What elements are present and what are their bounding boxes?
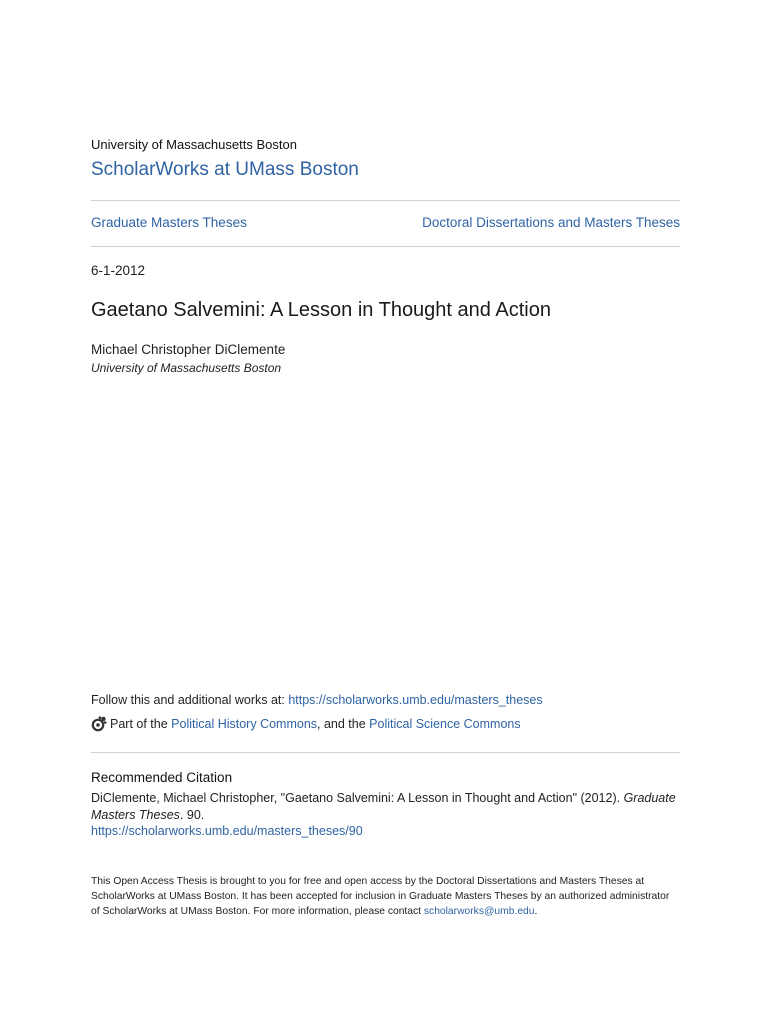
institution-name: University of Massachusetts Boston	[91, 137, 297, 152]
author-affiliation: University of Massachusetts Boston	[91, 361, 282, 375]
follow-line	[91, 693, 543, 707]
citation-text: DiClemente, Michael Christopher, "Gaetano Salvemini: A Lesson in Thought and Action" (2012).	[91, 791, 624, 805]
notice-end: .	[534, 906, 538, 917]
collection-link-doctoral-dissertations[interactable]: Doctoral Dissertations and Masters Theses	[422, 215, 680, 230]
citation-number: . 90.	[179, 807, 205, 822]
repository-link[interactable]: ScholarWorks at UMass Boston	[91, 159, 359, 180]
publication-date: 6-1-2012	[91, 263, 146, 278]
follow-text: Follow this and additional works at:	[91, 693, 289, 707]
author-name: Michael Christopher DiClemente	[91, 342, 286, 357]
recommended-citation-heading: Recommended Citation	[91, 770, 233, 785]
citation-divider	[91, 752, 680, 753]
collections-divider	[91, 246, 680, 247]
part-of-middle: , and the	[317, 717, 370, 731]
contact-email-link[interactable]: scholarworks@umb.edu	[423, 906, 535, 917]
notice-text: This Open Access Thesis is brought to you for free and open access by the Doctoral Dissertations and Masters Theses at ScholarWorks at UMass Boston. It has been accepted for inclusion in Graduate Masters Theses by an authorized administrator of ScholarWorks at UMass Boston. For more information, please contact	[91, 876, 670, 917]
political-science-commons-link[interactable]: Political Science Commons	[369, 717, 521, 731]
citation-series: Graduate Masters Theses	[91, 791, 676, 822]
follow-url-link[interactable]: https://scholarworks.umb.edu/masters_theses	[288, 693, 543, 707]
citation-block	[91, 790, 680, 840]
part-of-prefix: Part of the	[110, 717, 172, 731]
cover-page	[91, 0, 680, 1024]
citation-url-link[interactable]: https://scholarworks.umb.edu/masters_theses/90	[91, 824, 363, 838]
open-access-notice	[91, 874, 680, 919]
collection-link-graduate-masters-theses[interactable]: Graduate Masters Theses	[91, 215, 247, 230]
top-divider	[91, 200, 680, 201]
part-of-line	[91, 716, 521, 732]
network-icon	[91, 716, 107, 732]
document-title: Gaetano Salvemini: A Lesson in Thought and Action	[91, 299, 551, 321]
political-history-commons-link[interactable]: Political History Commons	[171, 717, 318, 731]
